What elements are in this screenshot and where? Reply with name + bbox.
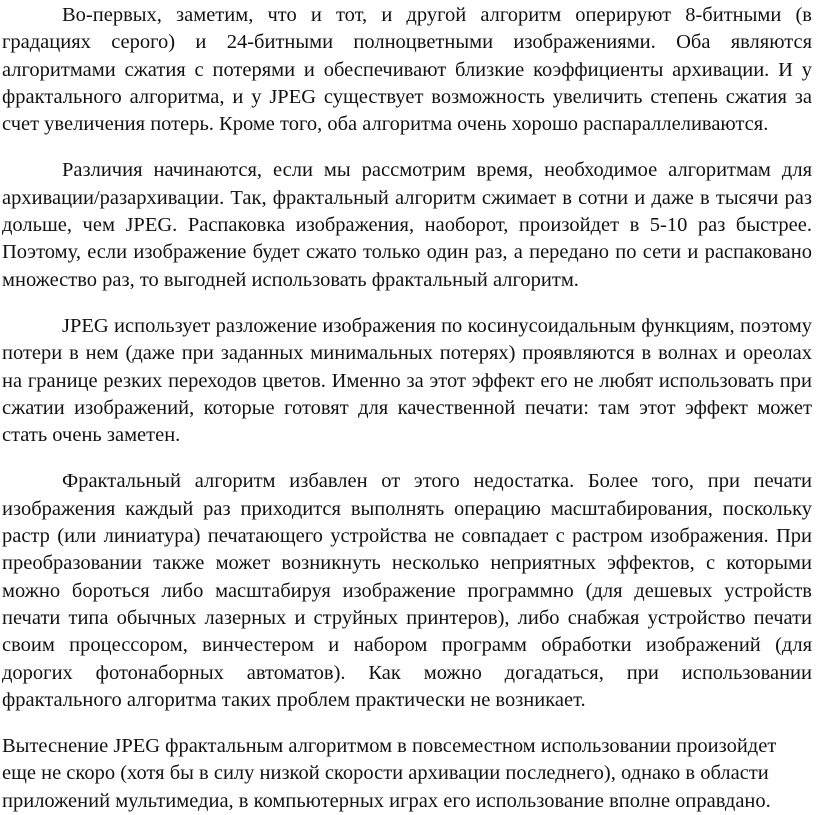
paragraph-time-differences: Различия начинаются, если мы рассмотрим время, необходимое алгоритмам для архивации/разархивации. Так, фрактальный алгоритм сжимает в сотни и даже в тысячи раз дольше, чем JPEG. Распаковка изображения, наоборот, произойдет в 5-10 раз быстрее. Поэтому, если изображение будет сжато только один раз, а передано по сети и распаковано множество раз, то выгодней использовать фрактальный алгоритм. [2,159,812,291]
paragraph-conclusion: Вытеснение JPEG фрактальным алгоритмом в повсеместном использовании произойдет еще не скоро (хотя бы в силу низкой скорости архивации последнего), однако в области приложений мультимедиа, в компьютерных играх его использование вполне оправдано. [2,735,777,812]
document-page [2,2,812,815]
paragraph-fractal-advantages: Фрактальный алгоритм избавлен от этого недостатка. Более того, при печати изображения каждый раз приходится выполнять операцию масштабирования, поскольку растр (или линиатура) печатающего устройства не совпадает с растром изображения. При преобразовании также может возникнуть несколько неприятных эффектов, с которыми можно бороться либо масштабируя изображение программно (для дешевых устройств печати типа обычных лазерных и струйных принтеров), либо снабжая устройство печати своим процессором, винчестером и набором программ обработки изображений (для дорогих фотонаборных автоматов). Как можно догадаться, при использовании фрактального алгоритма таких проблем практически не возникает. [2,470,812,711]
paragraph-comparison-intro: Во-первых, заметим, что и тот, и другой алгоритм оперируют 8-битными (в градациях серого) и 24-битными полноцветными изображениями. Оба являются алгоритмами сжатия с потерями и обеспечивают близкие коэффициенты архивации. И у фрактального алгоритма, и у JPEG существует возможность увеличить степень сжатия за счет увеличения потерь. Кроме того, оба алгоритма очень хорошо распараллеливаются. [2,4,812,136]
paragraph-jpeg-artifacts: JPEG использует разложение изображения по косинусоидальным функциям, поэтому потери в нем (даже при заданных минимальных потерях) проявляются в волнах и ореолах на границе резких переходов цветов. Именно за этот эффект его не любят использовать при сжатии изображений, которые готовят для качественной печати: там этот эффект может стать очень заметен. [2,314,812,447]
